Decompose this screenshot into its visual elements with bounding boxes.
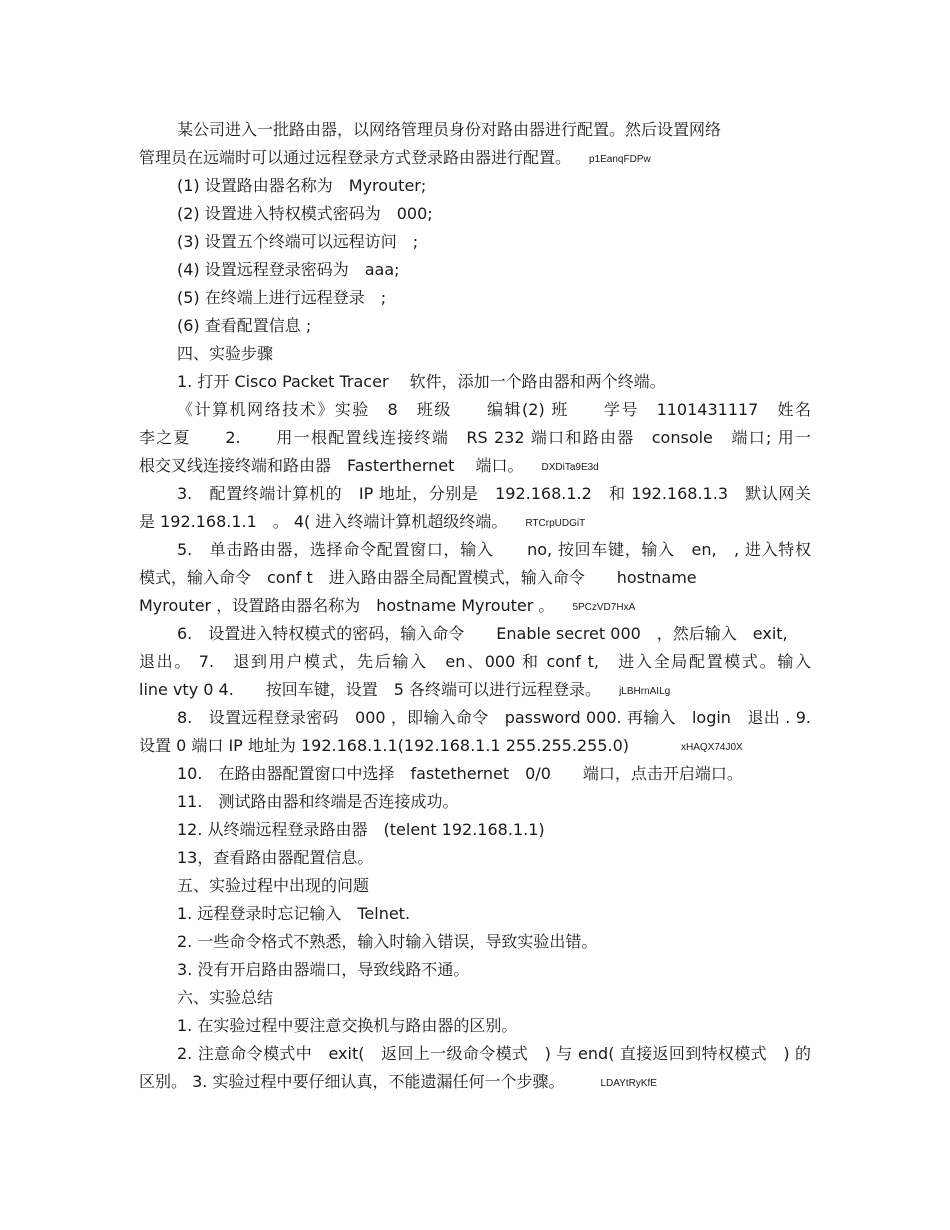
step-3-line-1: 3. 配置终端计算机的 IP 地址，分别是 192.168.1.2 和 192.168.1.3 默认网关 <box>177 484 811 503</box>
step-2-text: 根交叉线连接终端和路由器 Fasterthernet 端口。 <box>139 456 524 475</box>
problems-heading: 五、实验过程中出现的问题 <box>177 876 370 895</box>
step-8-line-1: 8. 设置远程登录密码 000 ，即输入命令 password 000. 再输入 login 退出 . 9. <box>177 708 811 727</box>
step-13: 13，查看路由器配置信息。 <box>177 848 374 867</box>
step-8-line-2 <box>139 736 811 758</box>
summary-tag: LDAYtRyKfE <box>600 1078 657 1089</box>
requirement-1: (1) 设置路由器名称为 Myrouter; <box>177 176 427 195</box>
step-6-line-3 <box>139 680 811 702</box>
step-6-line-2: 退出。 7. 退到用户模式，先后输入 en、000 和 conf t, 进入全局配置模式。输入 <box>139 652 811 671</box>
summary-item-2-line-1: 2. 注意命令模式中 exit( 返回上一级命令模式 ) 与 end( 直接返回到特权模式 ) 的 <box>177 1044 811 1063</box>
step-10: 10. 在路由器配置窗口中选择 fastethernet 0/0 端口，点击开启端口。 <box>177 764 743 783</box>
intro-line-1: 某公司进入一批路由器，以网络管理员身份对路由器进行配置。然后设置网络 <box>177 120 722 139</box>
step-3-tag: RTCrpUDGiT <box>525 518 586 529</box>
step-2-line-3 <box>139 456 811 478</box>
requirement-3: (3) 设置五个终端可以远程访问 ; <box>177 232 419 251</box>
requirement-5: (5) 在终端上进行远程登录 ; <box>177 288 387 307</box>
step-8-tag: xHAQX74J0X <box>681 742 743 753</box>
step-6-line-1: 6. 设置进入特权模式的密码，输入命令 Enable secret 000 ，然后输入 exit, <box>177 624 788 643</box>
step-2-tag: DXDiTa9E3d <box>541 462 599 473</box>
requirement-2: (2) 设置进入特权模式密码为 000; <box>177 204 433 223</box>
step-2-line-1: 《计算机网络技术》实验 8 班级 编辑(2) 班 学号 1101431117 姓名 <box>177 400 811 419</box>
problem-2: 2. 一些命令格式不熟悉，输入时输入错误，导致实验出错。 <box>177 932 598 951</box>
requirement-6: (6) 查看配置信息 ; <box>177 316 312 335</box>
step-5-line-2: 模式，输入命令 conf t 进入路由器全局配置模式，输入命令 hostname <box>139 568 697 587</box>
step-5-text: Myrouter ，设置路由器名称为 hostname Myrouter 。 <box>139 596 555 615</box>
intro-line-2 <box>139 148 811 170</box>
problem-3: 3. 没有开启路由器端口，导致线路不通。 <box>177 960 470 979</box>
step-5-line-3 <box>139 596 811 618</box>
step-11: 11. 测试路由器和终端是否连接成功。 <box>177 792 459 811</box>
step-1: 1. 打开 Cisco Packet Tracer 软件，添加一个路由器和两个终端。 <box>177 372 666 391</box>
step-6-text: line vty 0 4. 按回车键，设置 5 各终端可以进行远程登录。 <box>139 680 602 699</box>
step-2-line-2: 李之夏 2. 用一根配置线连接终端 RS 232 端口和路由器 console 端口; 用一 <box>139 428 811 447</box>
intro-text: 管理员在远端时可以通过远程登录方式登录路由器进行配置。 <box>139 148 572 167</box>
problem-1: 1. 远程登录时忘记输入 Telnet. <box>177 904 411 923</box>
steps-heading: 四、实验步骤 <box>177 344 274 363</box>
intro-tag: p1EanqFDPw <box>589 154 651 165</box>
step-5-tag: 5PCzVD7HxA <box>572 602 636 613</box>
step-3-line-2 <box>139 512 811 534</box>
step-8-text: 设置 0 端口 IP 地址为 192.168.1.1(192.168.1.1 255.255.255.0) <box>139 736 629 755</box>
summary-text: 区别。 3. 实验过程中要仔细认真，不能遗漏任何一个步骤。 <box>139 1072 565 1091</box>
step-5-line-1: 5. 单击路由器，选择命令配置窗口，输入 no, 按回车键，输入 en, , 进入特权 <box>177 540 811 559</box>
summary-item-1: 1. 在实验过程中要注意交换机与路由器的区别。 <box>177 1016 518 1035</box>
step-12: 12. 从终端远程登录路由器 (telent 192.168.1.1) <box>177 820 545 839</box>
step-3-text: 是 192.168.1.1 。 4( 进入终端计算机超级终端。 <box>139 512 508 531</box>
requirement-4: (4) 设置远程登录密码为 aaa; <box>177 260 400 279</box>
summary-item-2-line-2 <box>139 1072 811 1094</box>
summary-heading: 六、实验总结 <box>177 988 274 1007</box>
step-6-tag: jLBHrnAILg <box>619 686 671 697</box>
